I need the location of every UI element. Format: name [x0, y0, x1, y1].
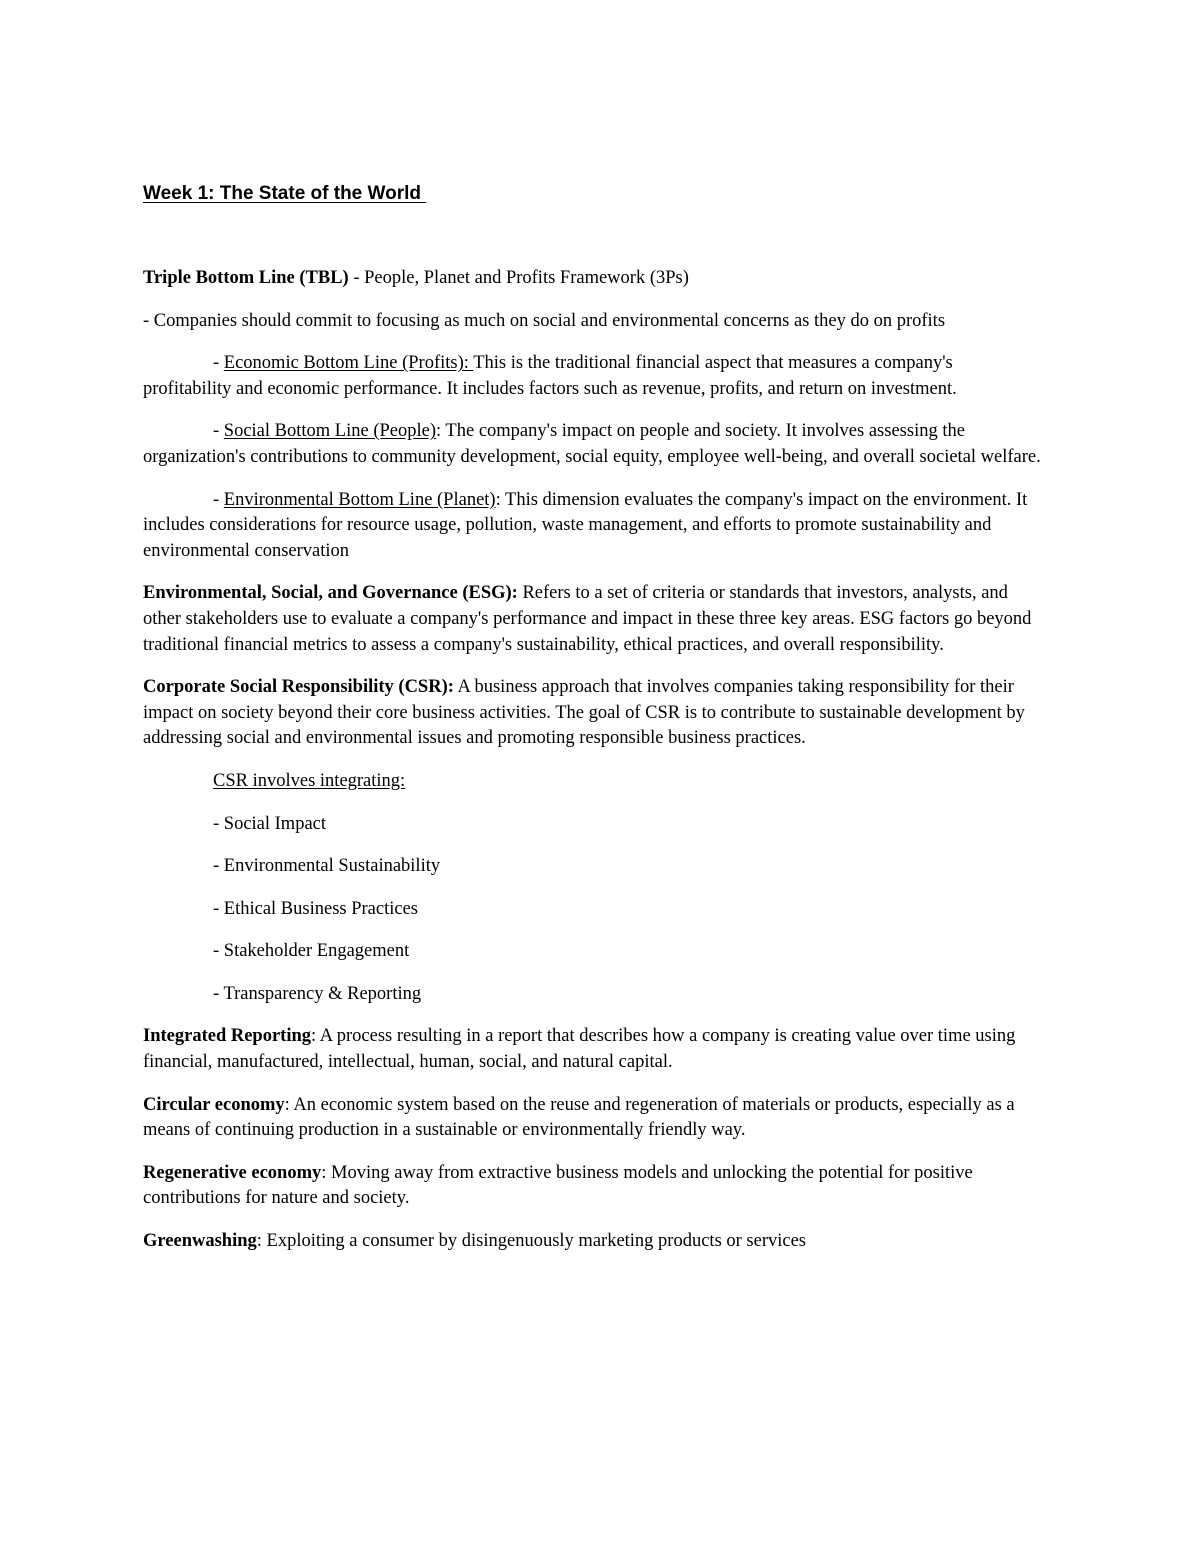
tbl-term: Triple Bottom Line (TBL): [143, 268, 349, 288]
economic-text: This is the traditional financial aspect that measures a company's profitability and economic performance. It includes factors such as revenue, profits, and return on investment.: [143, 353, 957, 399]
list-item: - Stakeholder Engagement: [213, 941, 410, 962]
tbl-summary: - Companies should commit to focusing as much on social and environmental concerns as they do on profits: [143, 310, 946, 331]
circular-economy-term: Circular economy: [143, 1094, 285, 1115]
social-label: Social Bottom Line (People): [223, 421, 436, 442]
list-item: - Social Impact: [213, 813, 327, 834]
social-text: : The company's impact on people and society. It involves assessing the organization's contributions to community development, social equity, employee well-being, and overall societal welfare.: [143, 421, 1041, 467]
greenwashing-term: Greenwashing: [143, 1231, 257, 1252]
greenwashing-text: : Exploiting a consumer by disingenuously marketing products or services: [256, 1231, 807, 1252]
environmental-text: : This dimension evaluates the company's impact on the environment. It includes considerations for resource usage, pollution, waste management, and efforts to promote sustainability and environmental conservation: [143, 489, 1028, 561]
regenerative-economy-term: Regenerative economy: [143, 1162, 322, 1183]
page-title: Week 1: The State of the World: [143, 183, 427, 204]
list-item: - Environmental Sustainability: [213, 856, 441, 877]
esg-definition: [143, 581, 1043, 658]
list-item: - Ethical Business Practices: [213, 898, 418, 919]
economic-label: Economic Bottom Line (Profits):: [223, 353, 474, 374]
esg-text: Refers to a set of criteria or standards that investors, analysts, and other stakeholders use to evaluate a company's performance and impact in these three key areas. ESG factors go beyond traditional financial metrics to assess a company's sustainability, ethical practices, and overall responsibility.: [143, 583, 1032, 655]
csr-definition: [143, 675, 1043, 752]
environmental-bottom-line: [143, 488, 1043, 565]
csr-involves-label: CSR involves integrating:: [213, 770, 406, 791]
csr-term: Corporate Social Responsibility (CSR):: [143, 677, 454, 698]
csr-involves-heading: [213, 769, 1043, 795]
tbl-definition-text: - People, Planet and Profits Framework (3Ps): [348, 268, 689, 288]
document-body: [143, 266, 1043, 1272]
greenwashing-definition: [143, 1229, 1043, 1255]
integrated-reporting-term: Integrated Reporting: [143, 1026, 312, 1047]
regenerative-economy-definition: [143, 1161, 1043, 1212]
tbl-definition: [143, 266, 1043, 292]
economic-bottom-line: [143, 351, 1043, 402]
social-bottom-line: [143, 419, 1043, 470]
integrated-reporting-text: : A process resulting in a report that describes how a company is creating value over time using financial, manufactured, intellectual, human, social, and natural capital.: [143, 1026, 1016, 1073]
economic-prefix: -: [213, 353, 224, 374]
esg-term: Environmental, Social, and Governance (ESG):: [143, 583, 518, 604]
regenerative-economy-text: : Moving away from extractive business models and unlocking the potential for positive contributions for nature and society.: [143, 1162, 973, 1209]
circular-economy-text: : An economic system based on the reuse and regeneration of materials or products, especially as a means of continuing production in a sustainable or environmentally friendly way.: [143, 1094, 1015, 1141]
list-item: - Transparency & Reporting: [213, 983, 422, 1004]
environmental-prefix: -: [213, 489, 224, 510]
circular-economy-definition: [143, 1093, 1043, 1144]
social-prefix: -: [213, 421, 224, 442]
environmental-label: Environmental Bottom Line (Planet): [223, 489, 496, 510]
csr-text: A business approach that involves companies taking responsibility for their impact on society beyond their core business activities. The goal of CSR is to contribute to sustainable development by addressing social and environmental issues and promoting responsible business practices.: [143, 677, 1025, 749]
integrated-reporting-definition: [143, 1024, 1043, 1075]
